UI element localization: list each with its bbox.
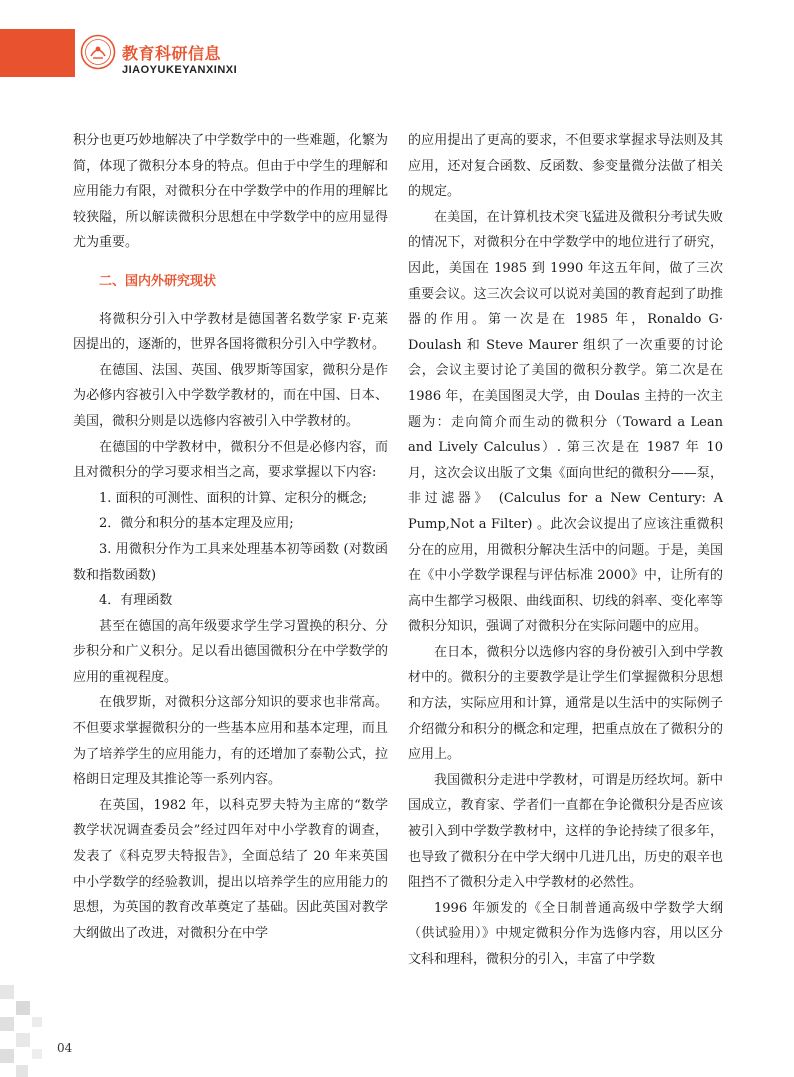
section-title: 二、国内外研究现状 [99, 273, 217, 289]
brand-name-chinese: 教育科研信息 [122, 44, 222, 63]
brand-name-pinyin: JIAOYUKEYANXINXI [122, 64, 238, 76]
left-column [73, 128, 388, 946]
right-paragraph-4: 我国微积分走进中学教材，可谓是历经坎坷。新中国成立，教育家、学者们一直都在争论微积分是否应该被引入到中学数学教材中，这样的争论持续了很多年，也导致了微积分在中学大纲中几进几出，历史的艰辛也阻挡不了微积分走入中学教材的必然性。 [408, 772, 723, 891]
left-paragraph-1: 积分也更巧妙地解决了中学数学中的一些难题，化繁为简，体现了微积分本身的特点。但由于中学生的理解和应用能力有限，对微积分在中学数学中的作用的理解比较狭隘，所以解读微积分思想在中学数学中的应用显得尤为重要。 [73, 133, 388, 251]
list-item-2: 2．微分和积分的基本定理及应用; [99, 516, 294, 532]
left-paragraph-3: 在德国、法国、英国、俄罗斯等国家，微积分是作为必修内容被引入中学数学教材的，而在中国、日本、美国，微积分则是以选修内容被引入中学教材的。 [73, 362, 388, 429]
right-paragraph-1: 的应用提出了更高的要求，不但要求掌握求导法则及其应用，还对复合函数、反函数、参变量微分法做了相关的规定。 [408, 133, 723, 200]
list-item-4: 4．有理函数 [99, 593, 173, 609]
right-column [408, 128, 723, 973]
seal-logo-icon [80, 34, 116, 70]
header-accent-bar [0, 29, 75, 77]
page-number: 04 [57, 1041, 73, 1055]
left-paragraph-4: 在德国的中学教材中，微积分不但是必修内容，而且对微积分的学习要求相当之高，要求掌握以下内容: [73, 439, 388, 481]
right-paragraph-2: 在美国，在计算机技术突飞猛进及微积分考试失败的情况下，对微积分在中学数学中的地位进行了研究，因此，美国在 1985 到 1990 年这五年间，做了三次重要会议。这三次会议可以说对美国的教育起到了助推器的作用。第一次是在 1985 年，Ronaldo G· Doulash 和 Steve Maurer 组织了一次重要的讨论会，会议主要讨论了美国的微积分教学。第二次是在 1986 年，在美国图灵大学，由 Doulas 主持的一次主题为：走向简介而生动的微积分（Toward a Lean and Lively Calculus）. 第三次是在 1987 年 10 月，这次会议出版了文集《面向世纪的微积分——泵，非过滤器》 (Calculus for a New Century: A Pump,Not a Filter) 。此次会议提出了应该注重微积分在的应用，用微积分解决生活中的问题。于是，美国在《中小学数学课程与评估标准 2000》中，让所有的高中生都学习极限、曲线面积、切线的斜率、变化率等微积分知识，强调了对微积分在实际问题中的应用。 [408, 209, 723, 635]
right-paragraph-5: 1996 年颁发的《全日制普通高级中学数学大纲（供试验用）》中规定微积分作为选修内容，用以区分文科和理科，微积分的引入，丰富了中学数 [408, 900, 723, 967]
list-item-3: 3. 用微积分作为工具来处理基本初等函数 (对数函数和指数函数) [73, 541, 388, 583]
left-paragraph-5: 甚至在德国的高年级要求学生学习置换的积分、分步积分和广义积分。足以看出德国微积分在中学数学的应用的重视程度。 [73, 618, 388, 685]
right-paragraph-3: 在日本，微积分以选修内容的身份被引入到中学教材中的。微积分的主要教学是让学生们掌握微积分思想和方法，实际应用和计算，通常是以生活中的实际例子介绍微分和积分的概念和定理，把重点放在了微积分的应用上。 [408, 644, 723, 763]
left-paragraph-7: 在英国，1982 年，以科克罗夫特为主席的“数学教学状况调查委员会”经过四年对中小学教育的调查，发表了《科克罗夫特报告》，全面总结了 20 年来英国中小学数学的经验教训，提出以培养学生的应用能力的思想，为英国的教育改革奠定了基础。因此英国对教学大纲做出了改进，对微积分在中学 [73, 797, 388, 941]
left-paragraph-2: 将微积分引入中学教材是德国著名数学家 F·克莱因提出的，逐渐的，世界各国将微积分引入中学教材。 [73, 311, 388, 353]
left-paragraph-6: 在俄罗斯，对微积分这部分知识的要求也非常高。不但要求掌握微积分的一些基本应用和基本定理，而且为了培养学生的应用能力，有的还增加了泰勒公式，拉格朗日定理及其推论等一系列内容。 [73, 695, 388, 788]
list-item-1: 1. 面积的可测性、面积的计算、定积分的概念; [99, 490, 367, 506]
decorative-squares [0, 985, 60, 1077]
